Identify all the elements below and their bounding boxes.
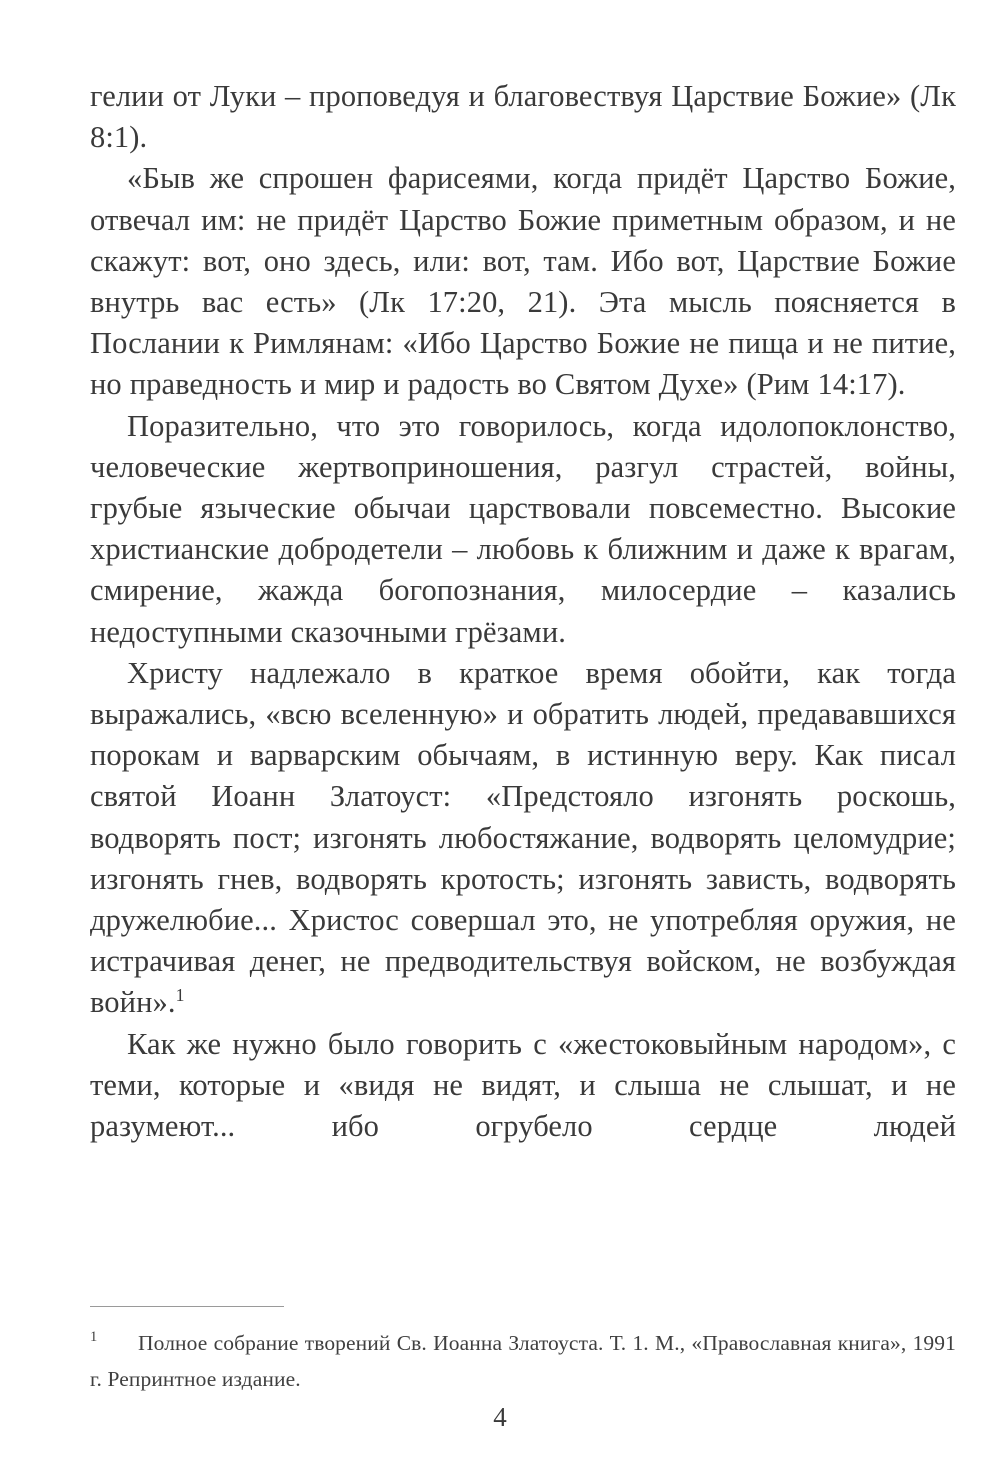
paragraph-1: гелии от Луки – проповедуя и благовествуя Царствие Божие» (Лк 8:1). — [90, 79, 956, 155]
footnote-zone — [90, 1306, 956, 1397]
paragraph-5: Как же нужно было говорить с «жестоковыйным народом», с теми, которые и «видя не видят, и слыша не слышат, и не разумеют... ибо огрубело сердце людей — [90, 1026, 956, 1144]
paragraph-4-text: Христу надлежало в краткое время обойти, как тогда выражались, «всю вселенную» и обратить людей, предававшихся порокам и варварским обычаям, в истинную веру. Как писал святой Иоанн Златоуст: «Предстояло изгонять роскошь, водворять пост; изгонять любостяжание, водворять целомудрие; изгонять гнев, водворять кротость; изгонять зависть, водворять дружелюбие... Христос совершал это, не употребляя оружия, не истрачивая денег, не предводительствуя войском, не возбуждая войн». — [90, 655, 956, 1020]
paragraph-2: «Быв же спрошен фарисеями, когда придёт Царство Божие, отвечал им: не придёт Царство Божие приметным образом, и не скажут: вот, оно здесь, или: вот, там. Ибо вот, Царствие Божие внутрь вас есть» (Лк 17:20, 21). Эта мысль поясняется в Послании к Римлянам: «Ибо Царство Божие не пища и не питие, но праведность и мир и радость во Святом Духе» (Рим 14:17). — [90, 161, 956, 402]
footnote-separator-rule — [90, 1306, 284, 1307]
page-number: 4 — [493, 1402, 507, 1432]
footnote-text: Полное собрание творений Св. Иоанна Златоуста. Т. 1. М., «Православная книга», 1991 г. Репринтное издание. — [90, 1331, 956, 1391]
footnote-1 — [90, 1325, 956, 1397]
body-text-column — [90, 76, 956, 1147]
footnote-marker: 1 — [90, 1329, 98, 1345]
paragraph-4 — [90, 653, 956, 1024]
paragraph-3: Поразительно, что это говорилось, когда идолопоклонство, человеческие жертвоприношения, разгул страстей, войны, грубые языческие обычаи царствовали повсеместно. Высокие христианские добродетели – любовь к ближним и даже к врагам, смирение, жажда богопознания, милосердие – казались недоступными сказочными грёзами. — [90, 408, 956, 649]
footnote-reference-1[interactable]: 1 — [175, 985, 185, 1006]
